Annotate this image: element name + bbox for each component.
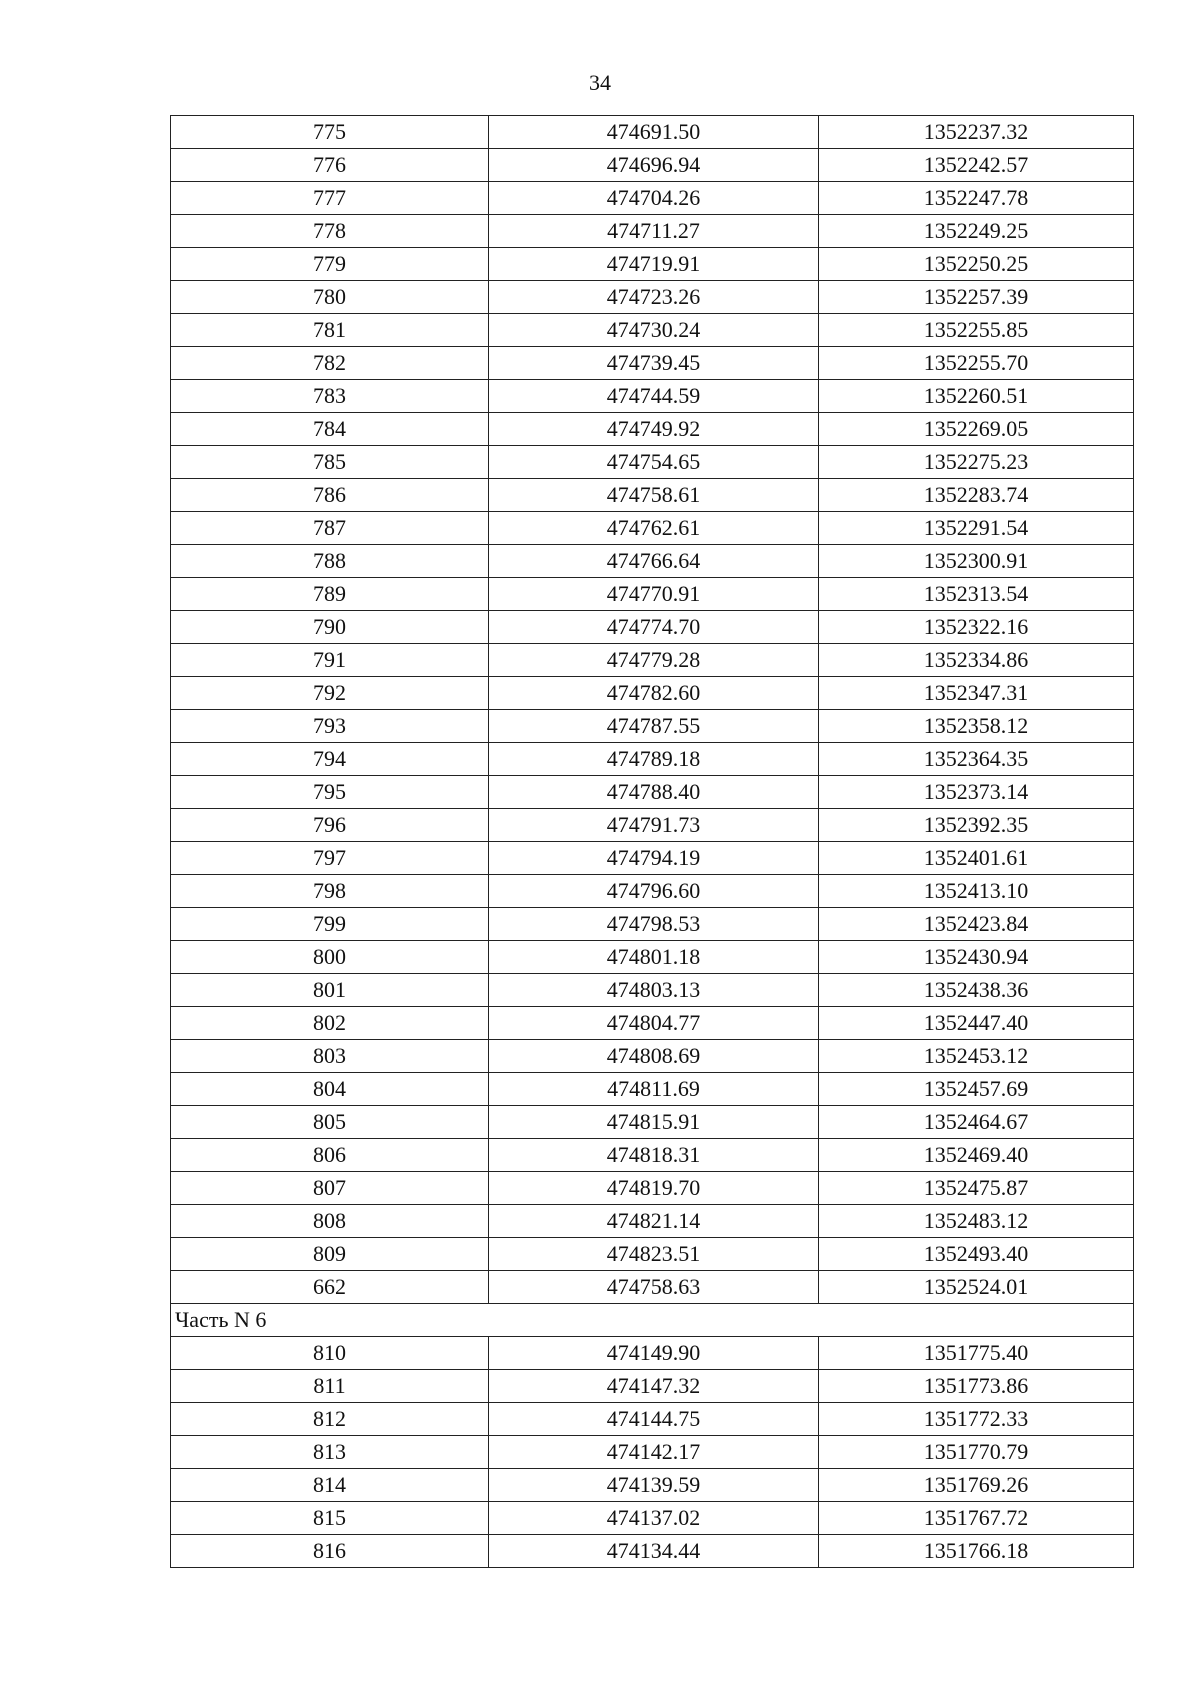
point-number-cell: 802 [171,1007,489,1040]
point-number-cell: 786 [171,479,489,512]
y-coordinate-cell: 1352358.12 [819,710,1134,743]
y-coordinate-cell: 1352242.57 [819,149,1134,182]
table-row [171,1469,1134,1502]
table-row [171,1238,1134,1271]
point-number-cell: 798 [171,875,489,908]
y-coordinate-cell: 1352483.12 [819,1205,1134,1238]
y-coordinate-cell: 1352269.05 [819,413,1134,446]
y-coordinate-cell: 1351767.72 [819,1502,1134,1535]
point-number-cell: 788 [171,545,489,578]
table-row [171,248,1134,281]
point-number-cell: 815 [171,1502,489,1535]
table-row [171,446,1134,479]
coordinates-table [170,115,1134,1568]
point-number-cell: 662 [171,1271,489,1304]
x-coordinate-cell: 474758.63 [489,1271,819,1304]
point-number-cell: 796 [171,809,489,842]
y-coordinate-cell: 1352423.84 [819,908,1134,941]
x-coordinate-cell: 474815.91 [489,1106,819,1139]
y-coordinate-cell: 1352469.40 [819,1139,1134,1172]
x-coordinate-cell: 474803.13 [489,974,819,1007]
section-label: Часть N 6 [171,1304,1134,1337]
point-number-cell: 806 [171,1139,489,1172]
table-row [171,1535,1134,1568]
table-row [171,677,1134,710]
point-number-cell: 778 [171,215,489,248]
table-row [171,1436,1134,1469]
y-coordinate-cell: 1352247.78 [819,182,1134,215]
point-number-cell: 814 [171,1469,489,1502]
x-coordinate-cell: 474808.69 [489,1040,819,1073]
table-row [171,116,1134,149]
x-coordinate-cell: 474821.14 [489,1205,819,1238]
point-number-cell: 783 [171,380,489,413]
point-number-cell: 790 [171,611,489,644]
point-number-cell: 813 [171,1436,489,1469]
table-row [171,512,1134,545]
y-coordinate-cell: 1352373.14 [819,776,1134,809]
point-number-cell: 781 [171,314,489,347]
table-row [171,842,1134,875]
point-number-cell: 780 [171,281,489,314]
coordinates-part-6-rows [171,1337,1134,1568]
table-row [171,941,1134,974]
y-coordinate-cell: 1351773.86 [819,1370,1134,1403]
point-number-cell: 775 [171,116,489,149]
y-coordinate-cell: 1352283.74 [819,479,1134,512]
table-row [171,743,1134,776]
table-row [171,1403,1134,1436]
section-row-group [171,1304,1134,1337]
y-coordinate-cell: 1352275.23 [819,446,1134,479]
table-row [171,974,1134,1007]
x-coordinate-cell: 474142.17 [489,1436,819,1469]
section-header-row [171,1304,1134,1337]
point-number-cell: 801 [171,974,489,1007]
table-row [171,644,1134,677]
table-row [171,347,1134,380]
y-coordinate-cell: 1352438.36 [819,974,1134,1007]
table-row [171,1073,1134,1106]
y-coordinate-cell: 1352291.54 [819,512,1134,545]
table-row [171,314,1134,347]
x-coordinate-cell: 474719.91 [489,248,819,281]
table-row [171,875,1134,908]
x-coordinate-cell: 474704.26 [489,182,819,215]
y-coordinate-cell: 1352260.51 [819,380,1134,413]
y-coordinate-cell: 1351775.40 [819,1337,1134,1370]
x-coordinate-cell: 474770.91 [489,578,819,611]
x-coordinate-cell: 474804.77 [489,1007,819,1040]
x-coordinate-cell: 474774.70 [489,611,819,644]
point-number-cell: 776 [171,149,489,182]
point-number-cell: 779 [171,248,489,281]
x-coordinate-cell: 474730.24 [489,314,819,347]
table-row [171,1172,1134,1205]
x-coordinate-cell: 474739.45 [489,347,819,380]
point-number-cell: 797 [171,842,489,875]
x-coordinate-cell: 474791.73 [489,809,819,842]
x-coordinate-cell: 474134.44 [489,1535,819,1568]
x-coordinate-cell: 474139.59 [489,1469,819,1502]
x-coordinate-cell: 474819.70 [489,1172,819,1205]
x-coordinate-cell: 474811.69 [489,1073,819,1106]
x-coordinate-cell: 474787.55 [489,710,819,743]
point-number-cell: 800 [171,941,489,974]
table-row [171,413,1134,446]
table-row [171,149,1134,182]
y-coordinate-cell: 1352250.25 [819,248,1134,281]
point-number-cell: 812 [171,1403,489,1436]
x-coordinate-cell: 474782.60 [489,677,819,710]
x-coordinate-cell: 474754.65 [489,446,819,479]
y-coordinate-cell: 1352464.67 [819,1106,1134,1139]
table-row [171,1007,1134,1040]
x-coordinate-cell: 474749.92 [489,413,819,446]
point-number-cell: 789 [171,578,489,611]
page-number: 34 [589,70,611,95]
point-number-cell: 793 [171,710,489,743]
point-number-cell: 811 [171,1370,489,1403]
x-coordinate-cell: 474711.27 [489,215,819,248]
table-row [171,1370,1134,1403]
table-row [171,479,1134,512]
y-coordinate-cell: 1352322.16 [819,611,1134,644]
x-coordinate-cell: 474744.59 [489,380,819,413]
x-coordinate-cell: 474144.75 [489,1403,819,1436]
y-coordinate-cell: 1351766.18 [819,1535,1134,1568]
y-coordinate-cell: 1352453.12 [819,1040,1134,1073]
coordinates-part-5-rows [171,116,1134,1304]
table-row [171,1040,1134,1073]
y-coordinate-cell: 1352447.40 [819,1007,1134,1040]
x-coordinate-cell: 474818.31 [489,1139,819,1172]
point-number-cell: 799 [171,908,489,941]
point-number-cell: 809 [171,1238,489,1271]
x-coordinate-cell: 474137.02 [489,1502,819,1535]
y-coordinate-cell: 1352413.10 [819,875,1134,908]
y-coordinate-cell: 1352430.94 [819,941,1134,974]
y-coordinate-cell: 1351772.33 [819,1403,1134,1436]
point-number-cell: 810 [171,1337,489,1370]
y-coordinate-cell: 1352313.54 [819,578,1134,611]
point-number-cell: 777 [171,182,489,215]
table-row [171,1205,1134,1238]
point-number-cell: 807 [171,1172,489,1205]
point-number-cell: 803 [171,1040,489,1073]
point-number-cell: 816 [171,1535,489,1568]
y-coordinate-cell: 1351769.26 [819,1469,1134,1502]
point-number-cell: 795 [171,776,489,809]
table-row [171,611,1134,644]
x-coordinate-cell: 474696.94 [489,149,819,182]
x-coordinate-cell: 474788.40 [489,776,819,809]
x-coordinate-cell: 474691.50 [489,116,819,149]
y-coordinate-cell: 1352364.35 [819,743,1134,776]
table-row [171,776,1134,809]
table-row [171,1139,1134,1172]
y-coordinate-cell: 1352255.70 [819,347,1134,380]
point-number-cell: 791 [171,644,489,677]
y-coordinate-cell: 1352300.91 [819,545,1134,578]
table-row [171,1106,1134,1139]
point-number-cell: 792 [171,677,489,710]
point-number-cell: 787 [171,512,489,545]
y-coordinate-cell: 1352255.85 [819,314,1134,347]
table-row [171,1337,1134,1370]
point-number-cell: 782 [171,347,489,380]
table-row [171,545,1134,578]
point-number-cell: 784 [171,413,489,446]
table-row [171,281,1134,314]
point-number-cell: 805 [171,1106,489,1139]
y-coordinate-cell: 1352257.39 [819,281,1134,314]
x-coordinate-cell: 474147.32 [489,1370,819,1403]
x-coordinate-cell: 474779.28 [489,644,819,677]
table-row [171,809,1134,842]
y-coordinate-cell: 1352475.87 [819,1172,1134,1205]
y-coordinate-cell: 1352493.40 [819,1238,1134,1271]
x-coordinate-cell: 474723.26 [489,281,819,314]
x-coordinate-cell: 474823.51 [489,1238,819,1271]
x-coordinate-cell: 474766.64 [489,545,819,578]
point-number-cell: 794 [171,743,489,776]
y-coordinate-cell: 1352249.25 [819,215,1134,248]
x-coordinate-cell: 474794.19 [489,842,819,875]
x-coordinate-cell: 474796.60 [489,875,819,908]
y-coordinate-cell: 1352392.35 [819,809,1134,842]
table-row [171,1502,1134,1535]
y-coordinate-cell: 1352457.69 [819,1073,1134,1106]
y-coordinate-cell: 1352334.86 [819,644,1134,677]
table-row [171,182,1134,215]
table-row [171,380,1134,413]
y-coordinate-cell: 1352347.31 [819,677,1134,710]
x-coordinate-cell: 474789.18 [489,743,819,776]
y-coordinate-cell: 1351770.79 [819,1436,1134,1469]
x-coordinate-cell: 474801.18 [489,941,819,974]
table-row [171,1271,1134,1304]
table-row [171,578,1134,611]
x-coordinate-cell: 474149.90 [489,1337,819,1370]
x-coordinate-cell: 474758.61 [489,479,819,512]
y-coordinate-cell: 1352237.32 [819,116,1134,149]
y-coordinate-cell: 1352401.61 [819,842,1134,875]
point-number-cell: 785 [171,446,489,479]
table-row [171,710,1134,743]
x-coordinate-cell: 474762.61 [489,512,819,545]
point-number-cell: 804 [171,1073,489,1106]
point-number-cell: 808 [171,1205,489,1238]
x-coordinate-cell: 474798.53 [489,908,819,941]
y-coordinate-cell: 1352524.01 [819,1271,1134,1304]
table-row [171,908,1134,941]
table-row [171,215,1134,248]
